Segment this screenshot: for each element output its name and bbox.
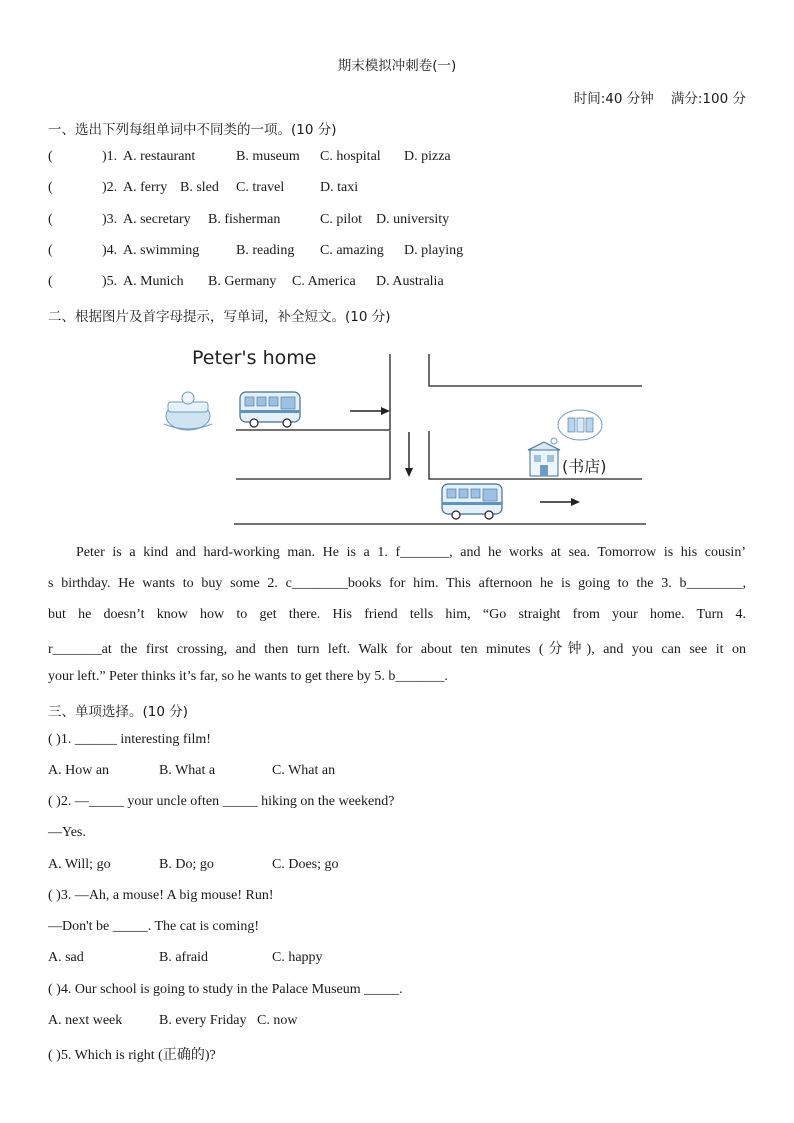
passage-line: s birthday. He wants to buy some 2. c________books for him. This afternoon he is going to the 3. b________, <box>48 576 746 591</box>
option-b: B. museum <box>236 149 300 164</box>
bus-icon <box>442 484 502 519</box>
question-number: )3. <box>102 212 118 227</box>
passage-line: Peter is a kind and hard-working man. He is a 1. f_______, and he works at sea. Tomorrow is his cousin’ <box>76 545 746 560</box>
right-arrow-icon <box>540 498 580 506</box>
question-number: )2. <box>102 180 118 195</box>
option-c: C. America <box>292 274 356 289</box>
question-stem: ( )4. Our school is going to study in the Palace Museum _____. <box>48 982 403 997</box>
option-b: B. fisherman <box>208 212 281 227</box>
passage-line: r_______at the first crossing, and then turn left. Walk for about ten minutes (分钟), and you can see it on <box>48 642 746 657</box>
bus-icon <box>240 392 300 427</box>
option-c: C. happy <box>272 950 323 965</box>
option-d: D. playing <box>404 243 464 258</box>
part3-heading: 三、单项选择。(10 分) <box>48 704 189 720</box>
option-d: D. university <box>376 212 450 227</box>
route-map <box>150 338 650 533</box>
answer-paren: ( <box>48 180 53 195</box>
option-row <box>48 763 448 783</box>
map-title: Peter's home <box>192 347 317 369</box>
passage-line: but he doesn’t know how to get there. His friend tells him, “Go straight from your home. Turn 4. <box>48 607 746 622</box>
option-b: B. reading <box>236 243 295 258</box>
option-a: A. ferry <box>123 180 168 195</box>
option-d: D. pizza <box>404 149 451 164</box>
option-d: D. Australia <box>376 274 444 289</box>
question-stem: ( )2. —_____ your uncle often _____ hiking on the weekend? <box>48 794 395 809</box>
option-b: B. afraid <box>159 950 208 965</box>
option-row <box>48 857 448 877</box>
option-b: B. What a <box>159 763 216 778</box>
option-a: A. How an <box>48 763 110 778</box>
option-a: A. restaurant <box>123 149 196 164</box>
answer-paren: ( <box>48 274 53 289</box>
option-a: A. Will; go <box>48 857 111 872</box>
exam-meta: 时间:40 分钟 满分:100 分 <box>573 91 746 107</box>
option-b: B. every Friday <box>159 1013 247 1028</box>
option-d: D. taxi <box>320 180 359 195</box>
down-arrow-icon <box>405 432 413 477</box>
option-c: C. travel <box>236 180 285 195</box>
option-row <box>48 1013 448 1033</box>
question-row <box>48 149 648 169</box>
question-number: )5. <box>102 274 118 289</box>
question-reply: —Don't be _____. The cat is coming! <box>48 919 260 934</box>
question-stem: ( )1. ______ interesting film! <box>48 732 211 747</box>
page-title: 期末模拟冲刺卷(一) <box>337 58 457 74</box>
option-a: A. secretary <box>123 212 191 227</box>
option-c: C. pilot <box>320 212 363 227</box>
answer-paren: ( <box>48 212 53 227</box>
option-c: C. hospital <box>320 149 381 164</box>
part1-heading: 一、选出下列每组单词中不同类的一项。(10 分) <box>48 122 337 138</box>
books-thought-icon <box>546 410 602 450</box>
question-reply: —Yes. <box>48 825 86 840</box>
option-b: B. sled <box>180 180 219 195</box>
question-row <box>48 274 648 294</box>
question-stem: ( )3. —Ah, a mouse! A big mouse! Run! <box>48 888 274 903</box>
option-c: C. amazing <box>320 243 384 258</box>
option-c: C. What an <box>272 763 336 778</box>
option-a: A. sad <box>48 950 84 965</box>
question-number: )1. <box>102 149 118 164</box>
question-row <box>48 243 648 263</box>
part2-heading: 二、根据图片及首字母提示，写单词，补全短文。(10 分) <box>48 309 391 325</box>
right-arrow-icon <box>350 407 390 415</box>
option-c: C. Does; go <box>272 857 339 872</box>
question-row <box>48 212 648 232</box>
passage-line: your left.” Peter thinks it’s far, so he wants to get there by 5. b_______. <box>48 669 448 684</box>
option-b: B. Do; go <box>159 857 214 872</box>
answer-paren: ( <box>48 149 53 164</box>
answer-paren: ( <box>48 243 53 258</box>
question-number: )4. <box>102 243 118 258</box>
option-a: A. Munich <box>123 274 184 289</box>
boat-person-icon <box>164 392 212 430</box>
option-row <box>48 950 448 970</box>
question-stem: ( )5. Which is right (正确的)? <box>48 1048 216 1063</box>
bookstore-label: (书店) <box>562 457 607 476</box>
option-c: C. now <box>257 1013 298 1028</box>
option-b: B. Germany <box>208 274 277 289</box>
question-row <box>48 180 648 200</box>
option-a: A. next week <box>48 1013 123 1028</box>
bookstore-icon <box>528 442 560 476</box>
option-a: A. swimming <box>123 243 200 258</box>
